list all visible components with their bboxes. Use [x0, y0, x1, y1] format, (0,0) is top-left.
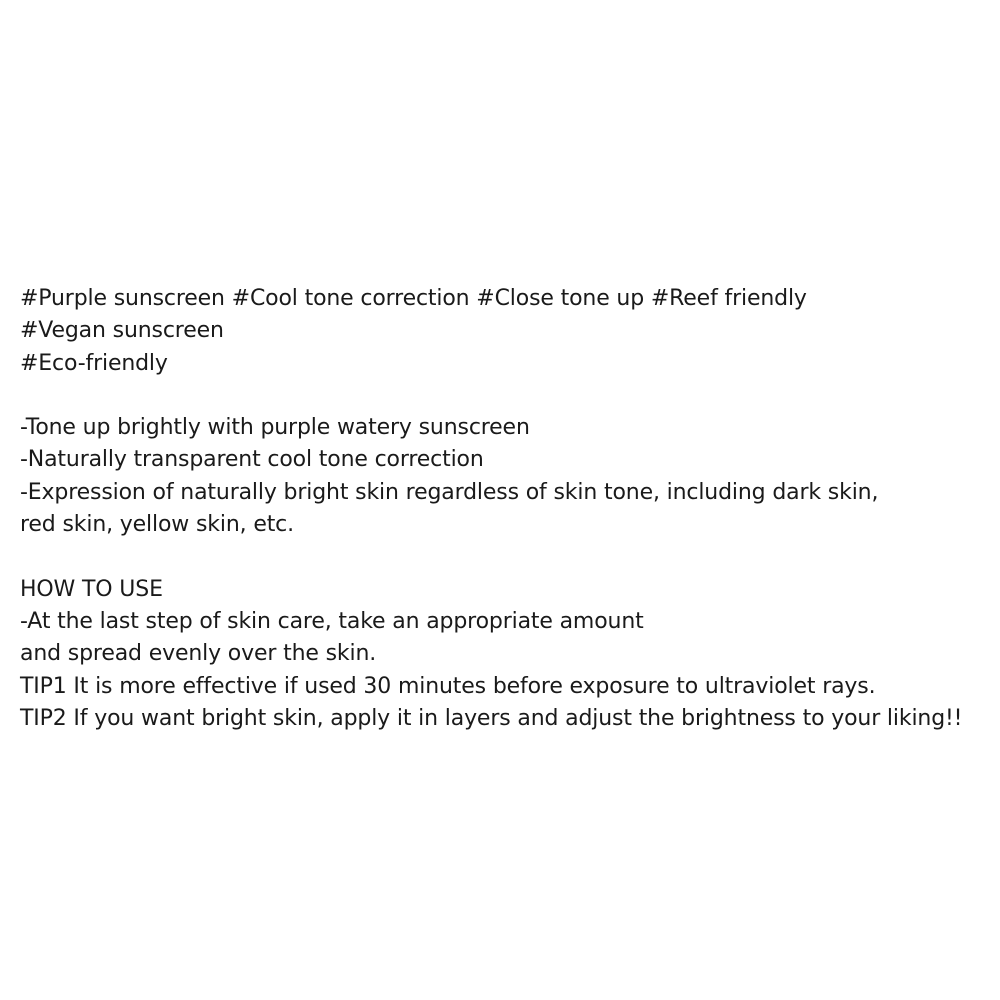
hashtag-line: #Vegan sunscreen: [20, 318, 224, 344]
spacer: [20, 541, 995, 573]
hashtag-line: #Purple sunscreen #Cool tone correction #Close tone up #Reef friendly: [20, 286, 807, 311]
product-description: [20, 283, 995, 735]
spacer: [20, 380, 995, 412]
tip-line: TIP1 It is more effective if used 30 minutes before exposure to ultraviolet rays.: [20, 673, 876, 699]
feature-line: -Expression of naturally bright skin regardless of skin tone, including dark skin,: [20, 479, 879, 505]
how-to-use-section: [20, 574, 995, 735]
how-to-use-heading: HOW TO USE: [20, 576, 163, 602]
hashtag-block: [20, 283, 995, 380]
instruction-line: and spread evenly over the skin.: [20, 641, 377, 667]
feature-list: [20, 412, 995, 541]
instruction-line: -At the last step of skin care, take an appropriate amount: [20, 608, 644, 634]
tip-line: TIP2 If you want bright skin, apply it in layers and adjust the brightness to your liking!!: [20, 705, 963, 731]
feature-line: -Naturally transparent cool tone correction: [20, 447, 484, 473]
feature-line: red skin, yellow skin, etc.: [20, 512, 294, 538]
hashtag-line: #Eco-friendly: [20, 350, 168, 376]
feature-line: -Tone up brightly with purple watery sunscreen: [20, 415, 530, 441]
